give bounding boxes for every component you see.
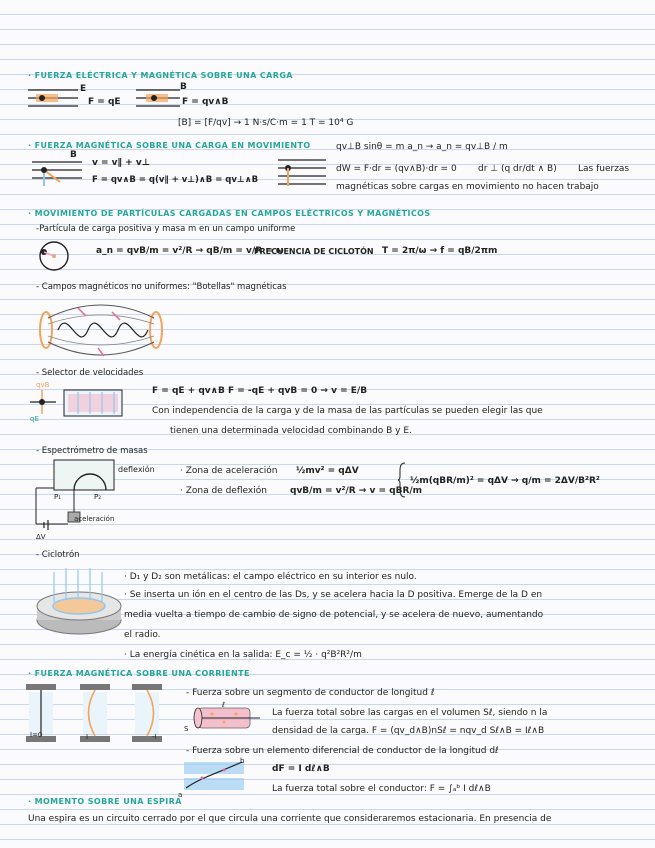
- e-field-label: E: [80, 84, 87, 94]
- segment-force-title: - Fuerza sobre un segmento de conductor de longitud ℓ: [186, 688, 435, 698]
- l-label: ℓ: [222, 701, 225, 709]
- selector-text-2: tienen una determinada velocidad combinando B y E.: [170, 426, 412, 436]
- diagram-conductor-segment: [186, 700, 264, 736]
- p1-label: P₁: [54, 493, 62, 501]
- total-force-text-2: densidad de la carga. F = (qv_d∧B)nSℓ = nqv_d Sℓ∧B = Iℓ∧B: [272, 726, 545, 736]
- acceleration-zone-formula: ½mv² = qΔV: [296, 466, 359, 476]
- magnetic-work-formula: dW = F·dr = (qv∧B)·dr = 0: [336, 164, 457, 174]
- cyclotron-bullet-2a: · Se inserta un ión en el centro de las Ds, y se acelera hacia la D positiva. Emerge de la D en: [124, 590, 543, 600]
- velocity-decomposition: v = v∥ + v⊥: [92, 158, 150, 168]
- diagram-velocity-decomposition: [28, 152, 88, 190]
- cyclotron-bullet-2b: media vuelta a tiempo de cambio de signo de potencial, y se acelera de nuevo, aumentando: [124, 610, 544, 620]
- velocity-selector-title: - Selector de velocidades: [36, 368, 144, 378]
- b-field-label-2: B: [70, 150, 77, 160]
- deflection-zone-formula: qvB/m = v²/R → v = qBR/m: [290, 486, 423, 496]
- force-decomposition: F = qv∧B = q(v∥ + v⊥)∧B = qv⊥∧B: [92, 175, 259, 185]
- period-frequency-formula: T = 2π/ω → f = qB/2πm: [382, 246, 498, 256]
- cyclotron-bullet-3: · La energía cinética en la salida: E_c = ½ · q²B²R²/m: [124, 650, 362, 660]
- diagram-velocity-selector: [28, 388, 128, 418]
- s-label: S: [184, 725, 189, 733]
- total-wire-force: La fuerza total sobre el conductor: F = ∫ₐᵇ I dℓ∧B: [272, 784, 491, 794]
- dr-perpendicular: dr ⊥ (q dr/dt ∧ B): [478, 164, 557, 174]
- section-heading-loop-torque: · MOMENTO SOBRE UNA ESPIRA: [28, 796, 182, 807]
- aceleracion-label: aceleración: [74, 515, 115, 523]
- selector-force-formula: F = qE + qv∧B F = -qE + qvB = 0 → v = E/B: [152, 386, 368, 396]
- i-negative-label: -I: [152, 733, 157, 741]
- normal-acceleration-omega: a_n = qvB/m = v²/R → qB/m = v/R = ω: [96, 246, 284, 256]
- section-heading-electric-magnetic-force: · FUERZA ELÉCTRICA Y MAGNÉTICA SOBRE UNA CARGA: [28, 70, 293, 81]
- deflexion-label: deflexión: [118, 465, 155, 474]
- element-force-title: - Fuerza sobre un elemento diferencial de conductor de la longitud dℓ: [186, 746, 499, 756]
- diagram-cyclotron: [34, 568, 124, 640]
- i-zero-label: I=0: [30, 731, 43, 739]
- selector-text-1: Con independencia de la carga y de la masa de las partículas se pueden elegir las que: [152, 406, 543, 416]
- b-field-label: B: [180, 82, 187, 92]
- cyclotron-title: - Ciclotrón: [36, 550, 80, 560]
- deflection-zone-label: · Zona de deflexión: [180, 486, 267, 496]
- loop-description: Una espira es un circuito cerrado por el que circula una corriente que consideraremos estacionaria. En presencia de: [28, 814, 552, 824]
- total-force-text-1: La fuerza total sobre las cargas en el volumen Sℓ, siendo n la: [272, 708, 548, 718]
- b-label: b: [240, 757, 245, 765]
- diagram-magnetic-field: [136, 84, 186, 114]
- note-magnetic-forces-1: Las fuerzas: [578, 164, 630, 174]
- diagram-wires-in-field: [24, 682, 166, 744]
- section-heading-force-on-current: · FUERZA MAGNÉTICA SOBRE UNA CORRIENTE: [28, 668, 250, 679]
- newton-normal-acceleration: qv⊥B sinθ = m a_n → a_n = qv⊥B / m: [336, 142, 508, 152]
- tesla-units: [B] = [F/qv] → 1 N·s/C·m = 1 T = 10⁴ G: [178, 118, 354, 128]
- diagram-current-element: [180, 758, 248, 794]
- cyclotron-bullet-2c: el radio.: [124, 630, 161, 640]
- acceleration-zone-label: · Zona de aceleración: [180, 466, 278, 476]
- magnetic-force-formula: F = qv∧B: [182, 97, 229, 107]
- magnetic-bottles-title: - Campos magnéticos no uniformes: "Botellas" magnéticas: [36, 282, 287, 292]
- section-heading-moving-charge: · FUERZA MAGNÉTICA SOBRE UNA CARGA EN MOVIMIENTO: [28, 140, 311, 151]
- mass-spectrometer-title: - Espectrómetro de masas: [36, 446, 148, 456]
- diagram-work-zero: [276, 152, 328, 190]
- a-label: a: [178, 791, 183, 799]
- diagram-circular-orbit: [36, 238, 72, 274]
- cyclotron-bullet-1: · D₁ y D₂ son metálicas: el campo eléctrico en su interior es nulo.: [124, 572, 417, 582]
- electric-force-formula: F = qE: [88, 97, 121, 107]
- i-positive-label: I: [86, 733, 89, 741]
- note-magnetic-forces-2: magnéticas sobre cargas en movimiento no hacen trabajo: [336, 182, 599, 192]
- diagram-electric-field: [28, 84, 86, 114]
- particle-description: -Partícula de carga positiva y masa m en un campo uniforme: [36, 224, 296, 234]
- p2-label: P₂: [94, 493, 102, 501]
- qvb-label: qvB: [36, 381, 50, 389]
- diagram-magnetic-bottle: [38, 298, 164, 362]
- delta-v-label: ΔV: [36, 533, 46, 541]
- df-formula: dF = I dℓ∧B: [272, 764, 330, 774]
- section-heading-charged-particles: · MOVIMIENTO DE PARTÍCULAS CARGADAS EN CAMPOS ELÉCTRICOS Y MAGNÉTICOS: [28, 208, 431, 219]
- cyclotron-frequency-label: FRECUENCIA DE CICLOTÓN: [254, 247, 374, 256]
- qe-label: qE: [30, 415, 39, 423]
- brace-icon: [398, 462, 406, 498]
- charge-mass-ratio: ½m(qBR/m)² = qΔV → q/m = 2ΔV/B²R²: [410, 476, 600, 486]
